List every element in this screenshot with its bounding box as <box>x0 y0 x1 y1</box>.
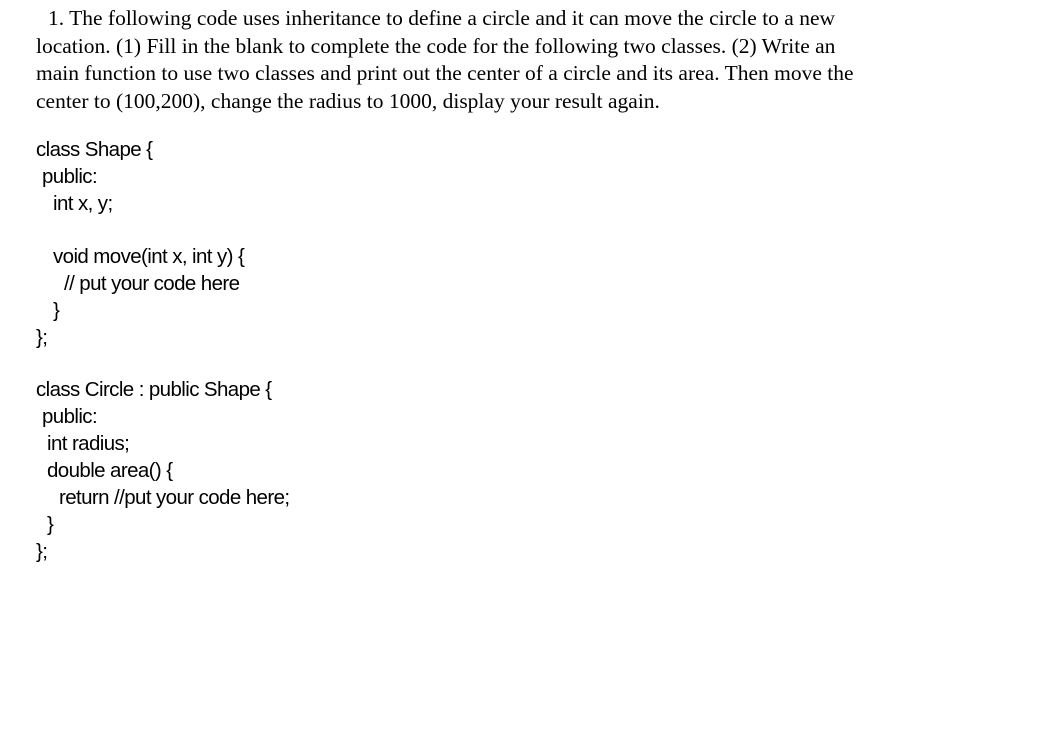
area-method-return: return //put your code here; <box>59 486 290 509</box>
move-method-close: } <box>53 299 60 322</box>
move-method-signature: void move(int x, int y) { <box>53 245 245 268</box>
circle-access-specifier: public: <box>42 405 98 428</box>
shape-class-header: class Shape { <box>36 138 153 161</box>
area-method-close: } <box>47 513 54 536</box>
shape-access-specifier: public: <box>42 165 98 188</box>
shape-class-close: }; <box>36 326 48 349</box>
question-line: center to (100,200), change the radius to 1000, display your result again. <box>36 88 660 113</box>
question-line: 1. The following code uses inheritance to define a circle and it can move the circle to a new <box>48 6 836 30</box>
move-method-comment: // put your code here <box>64 272 240 295</box>
question-line: main function to use two classes and print out the center of a circle and its area. Then move the <box>36 61 854 85</box>
question-text <box>36 5 1036 115</box>
circle-radius-field: int radius; <box>47 432 130 455</box>
shape-fields: int x, y; <box>53 192 113 215</box>
area-method-signature: double area() { <box>47 459 173 482</box>
question-line: location. (1) Fill in the blank to complete the code for the following two classes. (2) Write an <box>36 33 836 58</box>
circle-class-header: class Circle : public Shape { <box>36 378 272 401</box>
circle-class-close: }; <box>36 540 48 563</box>
